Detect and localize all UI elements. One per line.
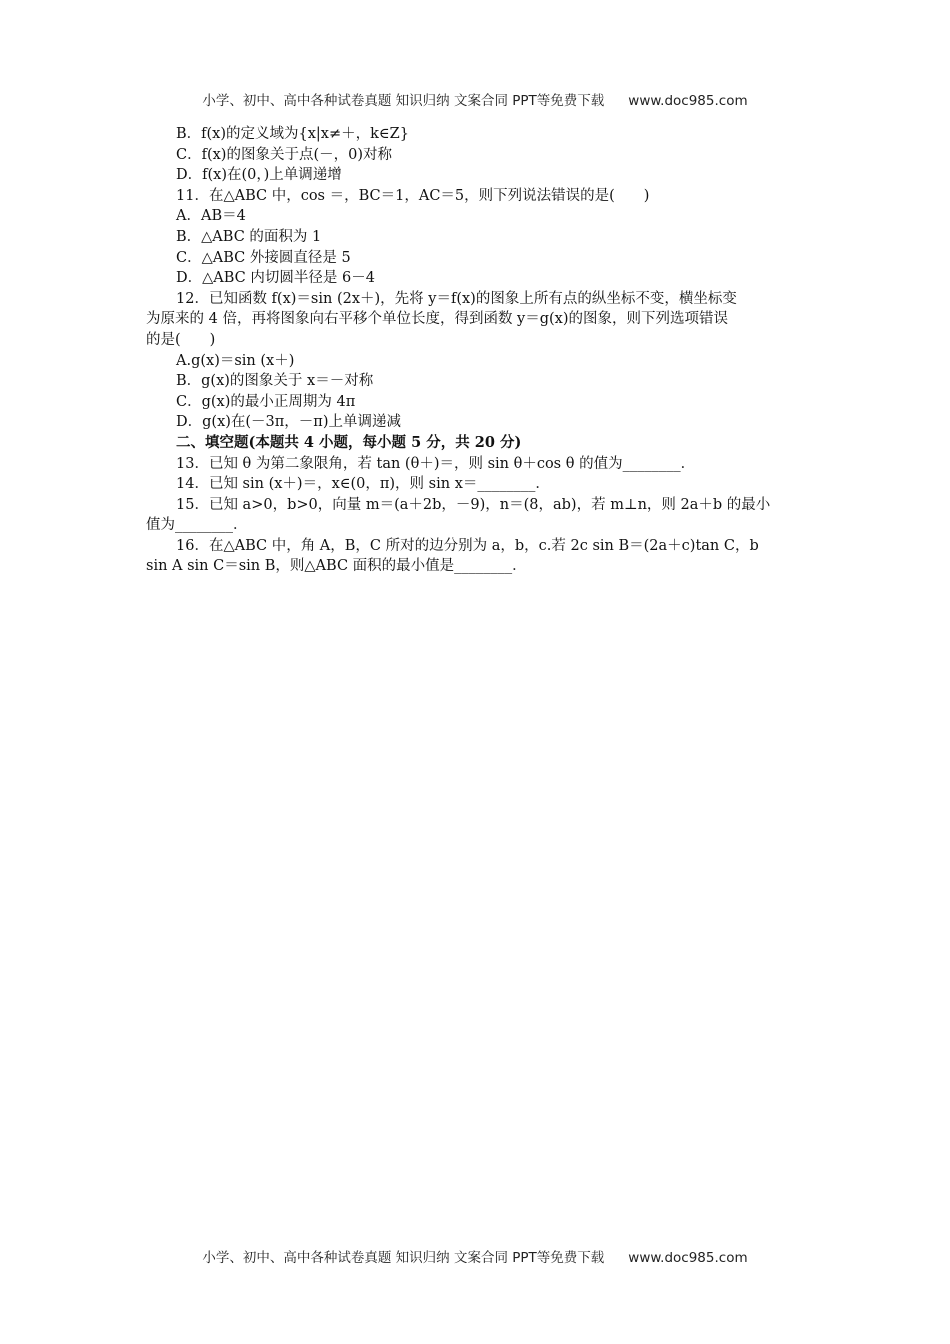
q11-option-b: B．△ABC 的面积为 1: [176, 228, 322, 245]
q12-stem-line-1: 12．已知函数 f(x)＝sin (2x＋)，先将 y＝f(x)的图象上所有点的纵坐标不变，横坐标变: [176, 290, 737, 307]
q12-option-a: A.g(x)＝sin (x＋): [176, 352, 295, 369]
q14-stem: 14．已知 sin (x＋)＝，x∈(0，π)，则 sin x＝________．: [176, 476, 550, 493]
q10-option-b: B．f(x)的定义域为{x|x≠＋，k∈Z}: [176, 126, 409, 142]
q15-stem-line-1: 15．已知 a>0，b>0，向量 m＝(a＋2b，－9)，n＝(8，ab)，若 m⊥n，则 2a＋b 的最小: [176, 496, 771, 513]
q16-stem-line-1: 16．在△ABC 中，角 A，B，C 所对的边分别为 a，b，c.若 2c sin B＝(2a＋c)tan C，b: [176, 537, 759, 554]
q10-option-d: D．f(x)在(0，)上单调递增: [176, 167, 342, 184]
q11-option-a: A．AB＝4: [176, 208, 246, 225]
header-url-link[interactable]: www.doc985.com: [628, 93, 748, 109]
page-header: [0, 89, 950, 109]
page-footer: [0, 1246, 950, 1266]
footer-text: 小学、初中、高中各种试卷真题 知识归纳 文案合同 PPT等免费下载: [202, 1250, 605, 1266]
document-body: [146, 124, 806, 577]
q12-stem-line-3: 的是( ): [146, 331, 216, 348]
section-heading-fill-in: 二、填空题(本题共 4 小题，每小题 5 分，共 20 分): [176, 433, 522, 451]
q15-stem-line-2: 值为________．: [146, 517, 248, 534]
q12-stem-line-2: 为原来的 4 倍，再将图象向右平移个单位长度，得到函数 y＝g(x)的图象，则下列选项错误: [146, 311, 729, 328]
q11-option-d: D．△ABC 内切圆半径是 6－4: [176, 270, 375, 287]
header-text: 小学、初中、高中各种试卷真题 知识归纳 文案合同 PPT等免费下载: [202, 93, 605, 109]
q11-option-c: C．△ABC 外接圆直径是 5: [176, 249, 351, 266]
q16-stem-line-2: sin A sin C＝sin B，则△ABC 面积的最小值是________．: [146, 558, 527, 575]
q12-option-d: D．g(x)在(－3π，－π)上单调递减: [176, 414, 401, 431]
q13-stem: 13．已知 θ 为第二象限角，若 tan (θ＋)＝，则 sin θ＋cos θ 的值为________．: [176, 455, 696, 472]
footer-url-link[interactable]: www.doc985.com: [628, 1250, 748, 1266]
q12-option-c: C．g(x)的最小正周期为 4π: [176, 393, 356, 410]
q10-option-c: C．f(x)的图象关于点(－，0)对称: [176, 146, 392, 163]
q12-option-b: B．g(x)的图象关于 x＝－对称: [176, 373, 374, 390]
q11-stem: 11．在△ABC 中，cos ＝，BC＝1，AC＝5，则下列说法错误的是( ): [176, 187, 650, 204]
